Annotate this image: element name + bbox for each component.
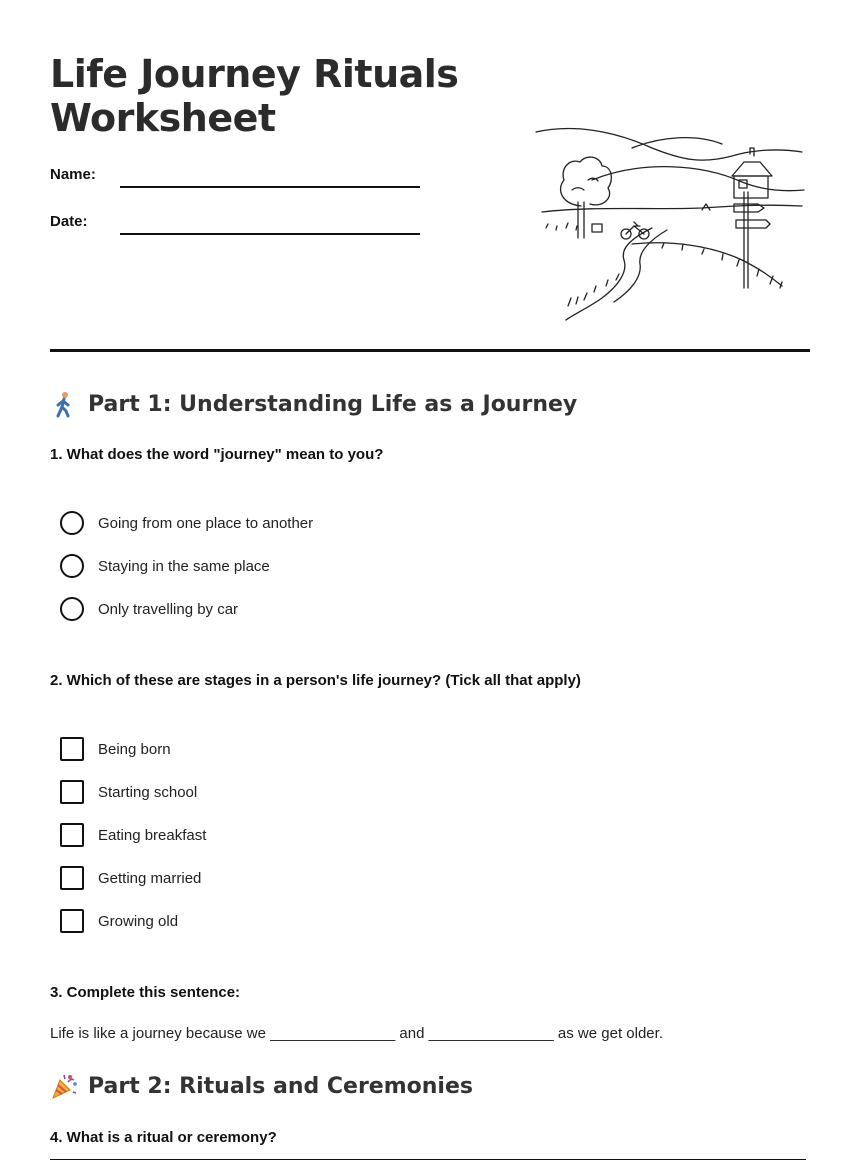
question-2: 2. Which of these are stages in a person's life journey? (Tick all that apply) <box>50 672 581 689</box>
checkbox[interactable] <box>60 780 84 804</box>
q1-option-2[interactable] <box>60 554 270 578</box>
option-label: Getting married <box>98 869 202 887</box>
q2-option-5[interactable] <box>60 909 178 933</box>
q1-option-3[interactable] <box>60 597 238 621</box>
worksheet-title <box>50 52 458 140</box>
walking-person-icon <box>50 390 78 418</box>
date-field[interactable] <box>120 233 420 235</box>
party-popper-icon <box>50 1072 78 1100</box>
part2-heading <box>50 1072 473 1100</box>
option-label: Starting school <box>98 783 198 801</box>
title-line-1: Life Journey Rituals <box>50 52 459 96</box>
q2-option-3[interactable] <box>60 823 206 847</box>
question-1: 1. What does the word "journey" mean to you? <box>50 446 384 463</box>
checkbox[interactable] <box>60 823 84 847</box>
q2-option-2[interactable] <box>60 780 197 804</box>
question-4: 4. What is a ritual or ceremony? <box>50 1129 277 1146</box>
radio-button[interactable] <box>60 554 84 578</box>
option-label: Being born <box>98 740 171 758</box>
part2-heading-text: Part 2: Rituals and Ceremonies <box>88 1073 473 1099</box>
option-label: Staying in the same place <box>98 557 270 575</box>
fill-in-sentence[interactable]: Life is like a journey because we _______________ and _______________ as we get older. <box>50 1025 663 1042</box>
name-field[interactable] <box>120 186 420 188</box>
radio-button[interactable] <box>60 511 84 535</box>
radio-button[interactable] <box>60 597 84 621</box>
q2-option-1[interactable] <box>60 737 171 761</box>
q4-answer-line[interactable] <box>50 1159 806 1160</box>
option-label: Only travelling by car <box>98 600 239 618</box>
part1-heading <box>50 390 577 418</box>
checkbox[interactable] <box>60 866 84 890</box>
title-line-2: Worksheet <box>50 96 276 140</box>
name-label: Name: <box>50 166 96 183</box>
landscape-illustration <box>532 120 810 335</box>
date-label: Date: <box>50 213 88 230</box>
checkbox[interactable] <box>60 737 84 761</box>
q1-option-1[interactable] <box>60 511 313 535</box>
q2-option-4[interactable] <box>60 866 201 890</box>
option-label: Growing old <box>98 912 179 930</box>
checkbox[interactable] <box>60 909 84 933</box>
question-3: 3. Complete this sentence: <box>50 984 241 1001</box>
option-label: Eating breakfast <box>98 826 207 844</box>
option-label: Going from one place to another <box>98 514 314 532</box>
header-divider <box>50 349 810 352</box>
part1-heading-text: Part 1: Understanding Life as a Journey <box>88 391 578 417</box>
